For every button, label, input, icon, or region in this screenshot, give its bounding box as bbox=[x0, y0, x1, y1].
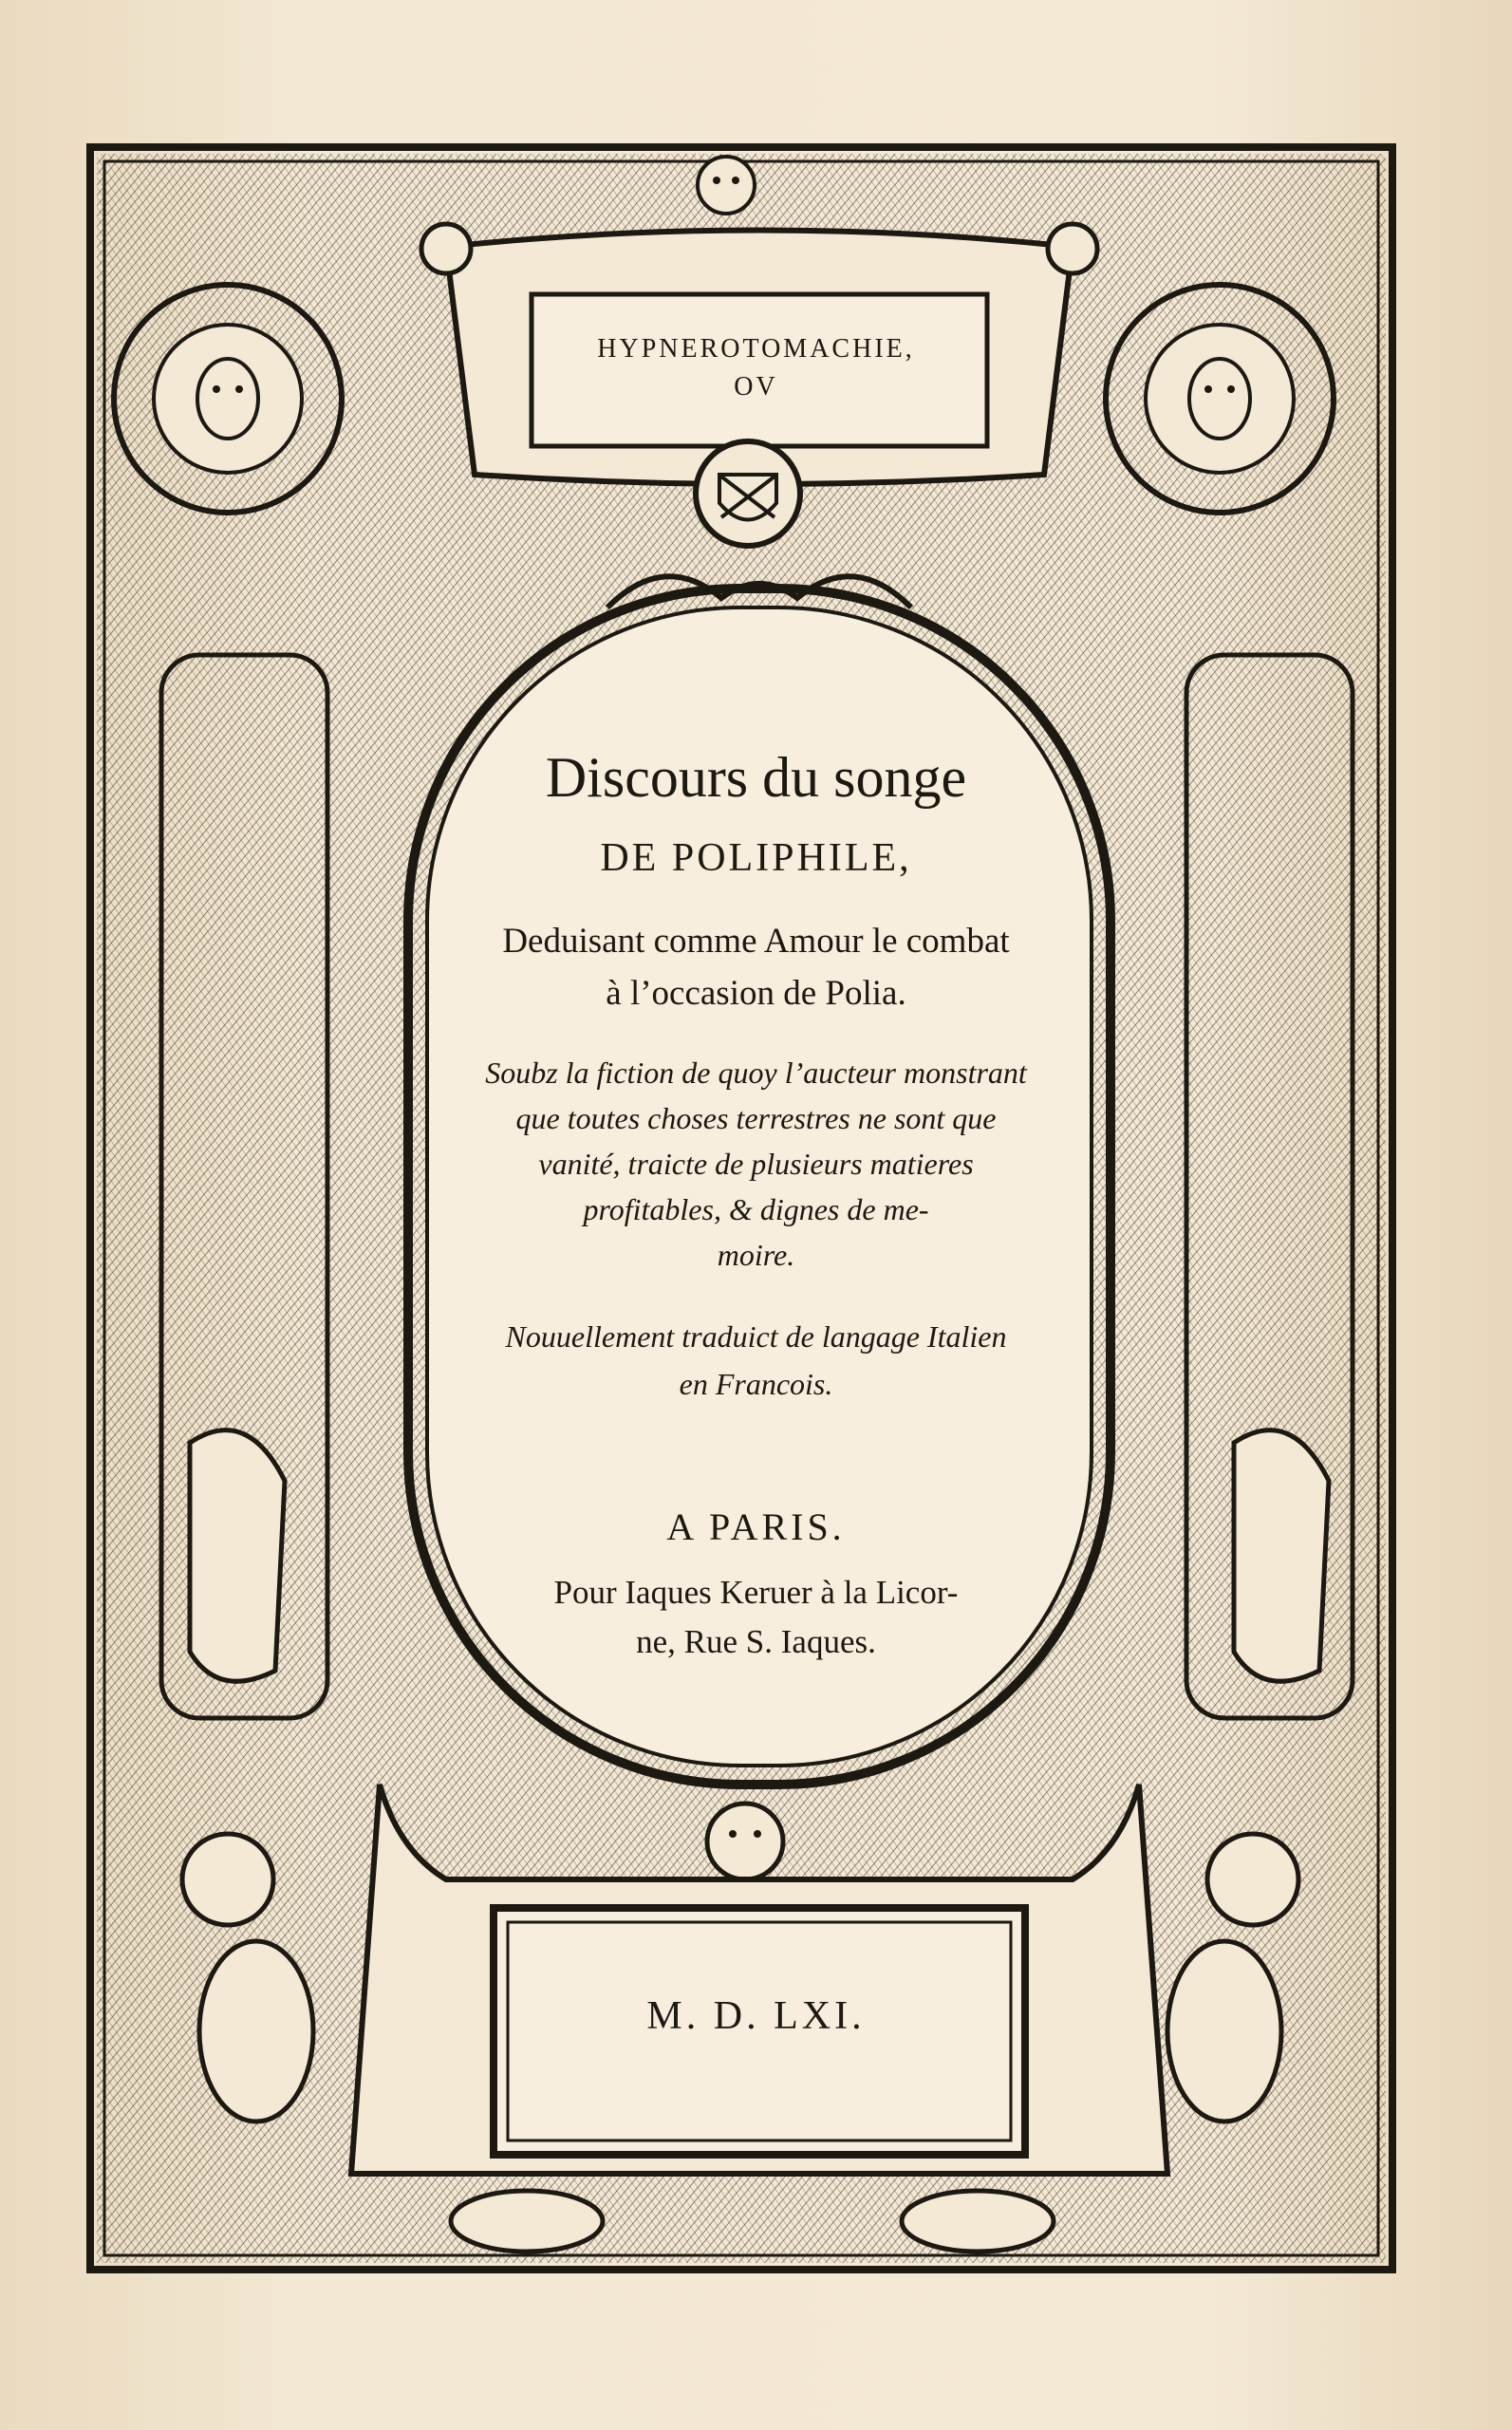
main-title-line2: DE POLIPHILE, bbox=[600, 836, 912, 880]
italic-line-3: vanité, traicte de plusieurs matieres bbox=[538, 1147, 974, 1181]
imprint-line2: ne, Rue S. Iaques. bbox=[636, 1623, 876, 1660]
subtitle-line1: Deduisant comme Amour le combat bbox=[502, 922, 1010, 961]
imprint-city: A PARIS. bbox=[666, 1505, 846, 1548]
ou-word: OV bbox=[734, 372, 778, 402]
printers-device-shield bbox=[696, 441, 800, 546]
tortoise-left bbox=[451, 2191, 603, 2252]
italic-line-4: profitables, & dignes de me- bbox=[583, 1192, 929, 1226]
tortoise-right bbox=[902, 2191, 1054, 2252]
publication-date: M. D. LXI. bbox=[646, 1994, 866, 2038]
italic-line-1: Soubz la fiction de quoy l’aucteur monstrant bbox=[485, 1056, 1027, 1090]
main-title-line1: Discours du songe bbox=[545, 746, 967, 809]
italic-line-5: moire. bbox=[717, 1238, 795, 1272]
cherub-head-top bbox=[698, 157, 755, 214]
imprint-line1: Pour Iaques Keruer à la Licor- bbox=[553, 1574, 959, 1611]
translation-line1: Nouuellement traduict de langage Italien bbox=[505, 1319, 1007, 1354]
medusa-mask bbox=[707, 1804, 783, 1879]
translation-line2: en Francois. bbox=[679, 1367, 833, 1401]
hypnerotomachie-title: HYPNEROTOMACHIE, bbox=[597, 334, 915, 364]
italic-line-2: que toutes choses terrestres ne sont que bbox=[515, 1101, 997, 1135]
subtitle-line2: à l’occasion de Polia. bbox=[606, 974, 906, 1013]
